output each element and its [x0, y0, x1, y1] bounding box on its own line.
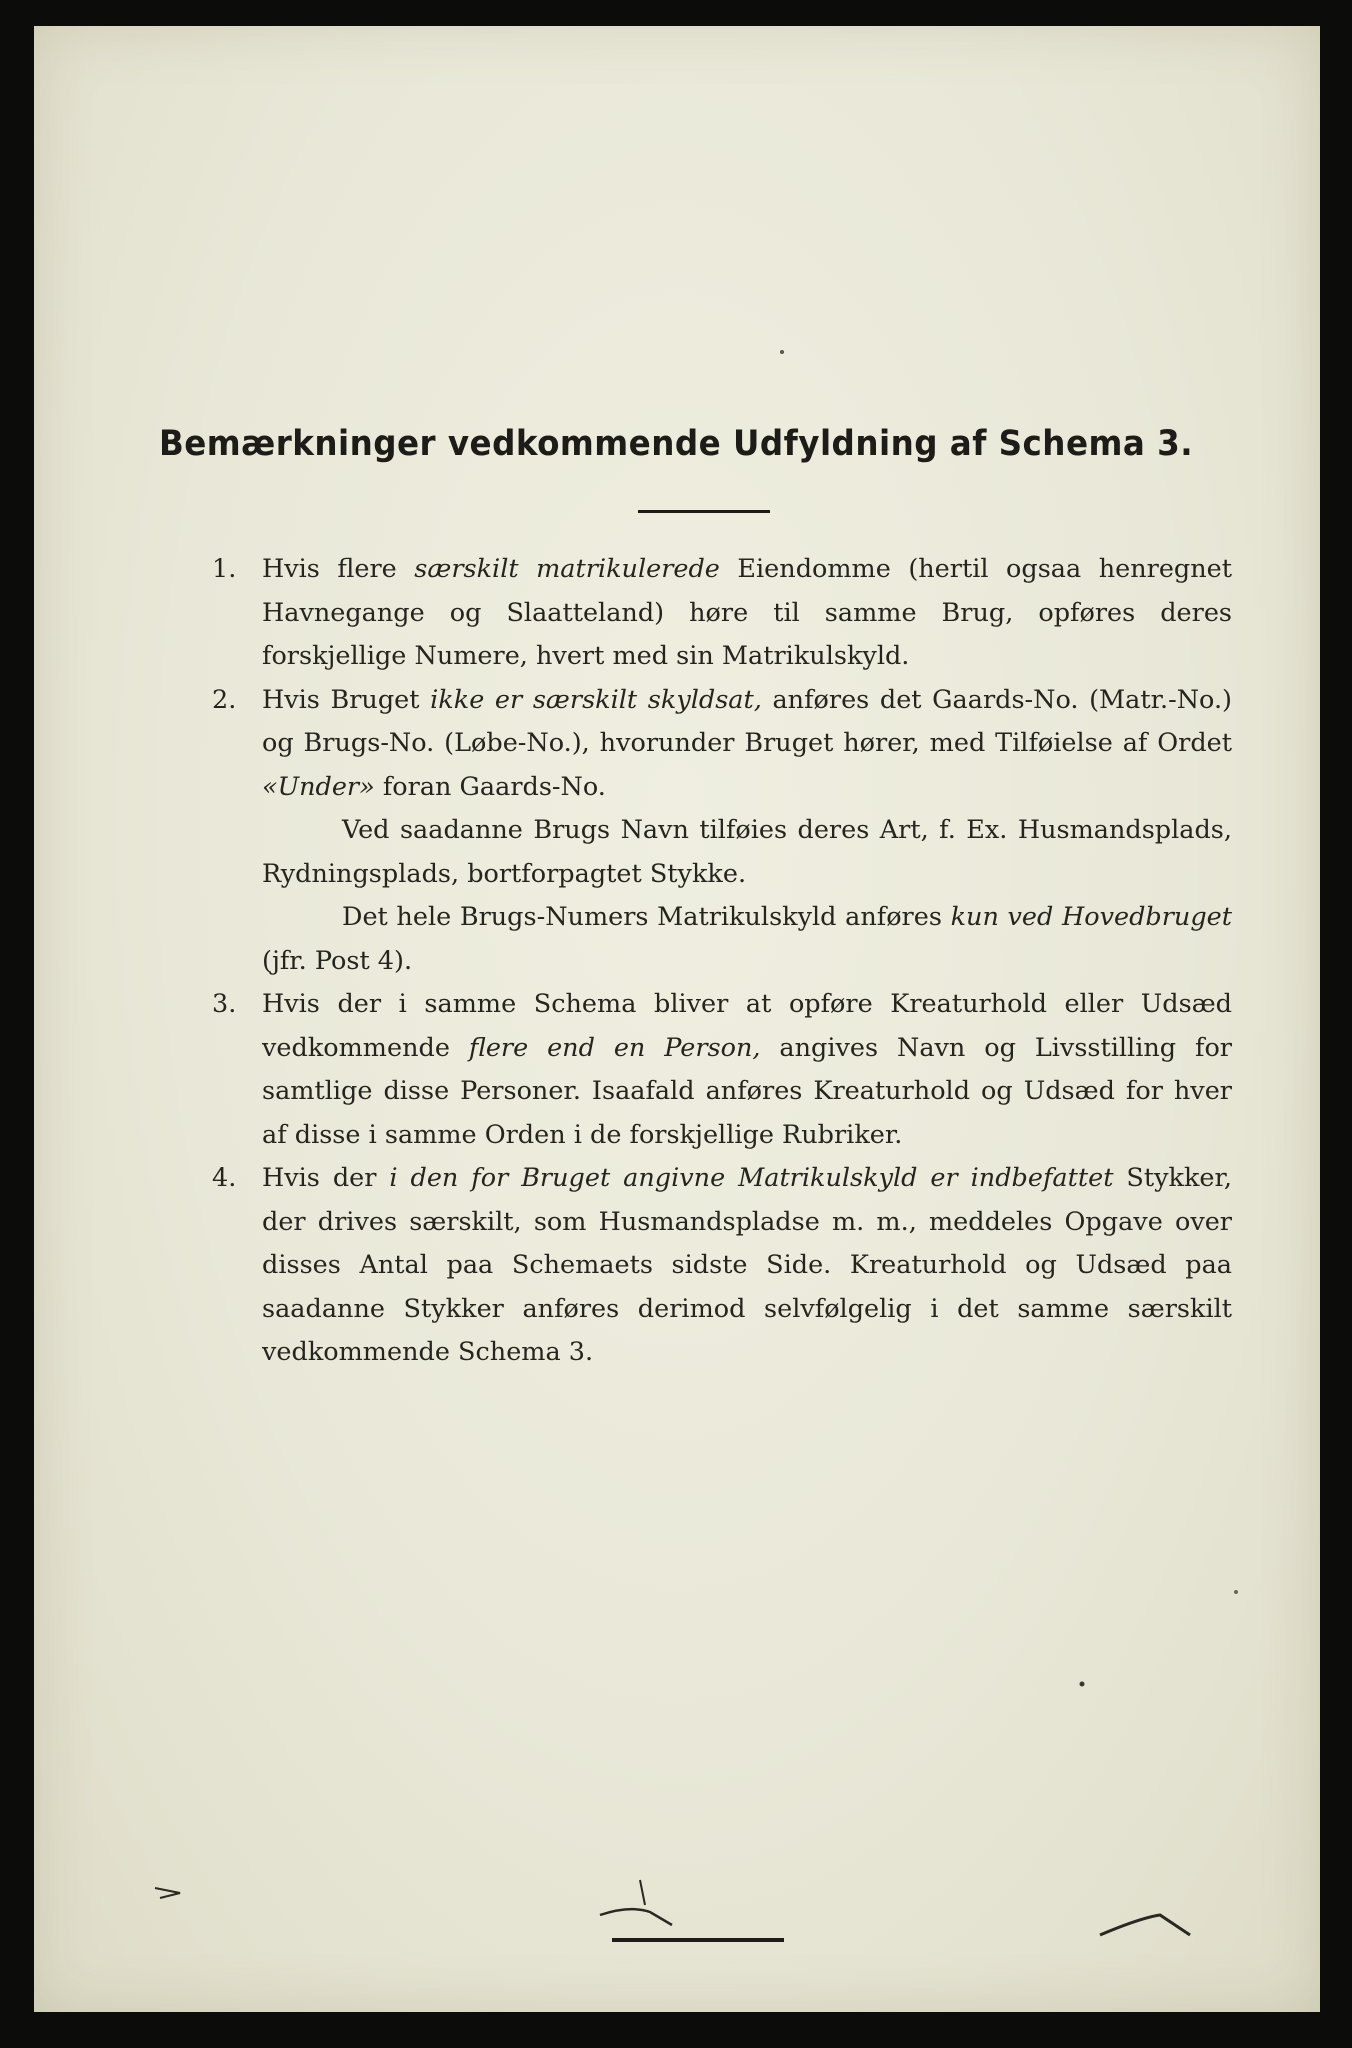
- remark-item-2: 2. Hvis Bruget ikke er særskilt skyldsat, anføres det Gaards-No. (Matr.-No.) og Brugs-No. (Løbe-No.), hvorunder Bruget hører, med Tilføielse af Ordet «Under» foran Gaards-No.: [212, 679, 1232, 810]
- remark-item-2-paragraph-2: Ved saadanne Brugs Navn tilføies deres Art, f. Ex. Husmandsplads, Rydningsplads, bortforpagtet Stykke.: [262, 815, 1232, 889]
- page-title: Bemærkninger vedkommende Udfyldning af Schema 3.: [158, 424, 1194, 464]
- item-number: 3.: [212, 989, 237, 1019]
- item-number: 2.: [212, 684, 237, 715]
- item-number: 4.: [212, 1163, 237, 1193]
- item-number: 1.: [212, 554, 237, 584]
- remark-item-1: 1. Hvis flere særskilt matrikulerede Eiendomme (hertil ogsaa henregnet Havnegange og Slaatteland) høre til samme Brug, opføres deres forskjellige Numere, hvert med sin Matrikulskyld.: [212, 548, 1232, 679]
- remark-item-3: 3. Hvis der i samme Schema bliver at opføre Kreaturhold eller Udsæd vedkommende flere end en Person, angives Navn og Livsstilling for samtlige disse Personer. Isaafald anføres Kreaturhold og Udsæd for hver af disse i samme Orden i de forskjellige Rubriker.: [212, 983, 1232, 1157]
- remark-item-4: 4. Hvis der i den for Bruget angivne Matrikulskyld er indbefattet Stykker, der drives særskilt, som Husmandspladse m. m., meddeles Opgave over disses Antal paa Schemaets sidste Side. Kreaturhold og Udsæd paa saadanne Stykker anføres derimod selvfølgelig i det samme særskilt vedkommende Schema 3.: [212, 1157, 1232, 1375]
- remark-item-2-paragraph-3: Det hele Brugs-Numers Matrikulskyld anføres kun ved Hovedbruget (jfr. Post 4).: [262, 902, 1232, 976]
